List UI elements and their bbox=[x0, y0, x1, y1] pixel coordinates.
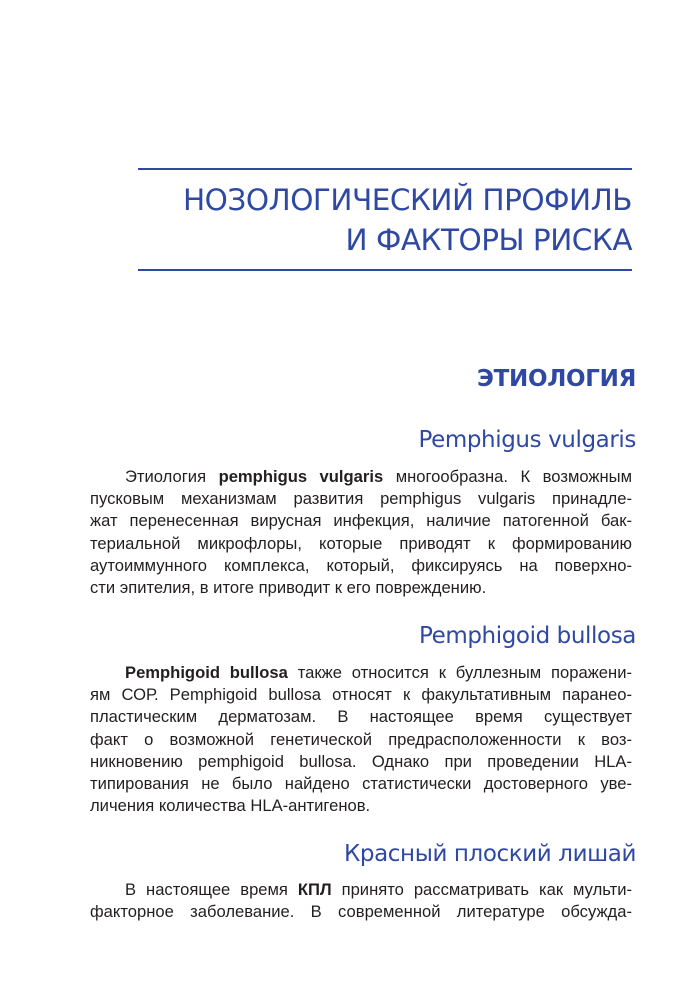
text-run: Этиология bbox=[125, 467, 219, 486]
paragraph-line: аутоиммунного комплекса, который, фиксируясь на поверхно- bbox=[90, 555, 632, 575]
chapter-title bbox=[138, 180, 632, 260]
bold-term: КПЛ bbox=[297, 880, 332, 899]
paragraph-line: пусковым механизмам развития pemphigus vulgaris принадле- bbox=[90, 489, 632, 509]
paragraph-line bbox=[90, 662, 632, 684]
bold-term: pemphigus vulgaris bbox=[218, 467, 384, 486]
chapter-bottom-rule bbox=[138, 269, 632, 271]
paragraph-line: сти эпителия, в итоге приводит к его повреждению. bbox=[90, 578, 487, 598]
paragraph-line bbox=[90, 466, 632, 488]
pemphigus-paragraph bbox=[90, 466, 632, 599]
kpl-heading: Красный плоский лишай bbox=[343, 841, 636, 867]
chapter-title-line-1: НОЗОЛОГИЧЕСКИЙ ПРОФИЛЬ bbox=[183, 183, 632, 217]
paragraph-line: жат перенесенная вирусная инфекция, наличие патогенной бак- bbox=[90, 511, 632, 531]
chapter-title-line-2: И ФАКТОРЫ РИСКА bbox=[345, 223, 632, 257]
paragraph-line: териальной микрофлоры, которые приводят к формированию bbox=[90, 533, 632, 553]
paragraph-line: никновению pemphigoid bullosa. Однако при проведении HLA- bbox=[90, 751, 632, 771]
section-title: ЭТИОЛОГИЯ bbox=[477, 366, 636, 392]
pemphigus-heading: Pemphigus vulgaris bbox=[418, 427, 636, 453]
paragraph-line: пластическим дерматозам. В настоящее время существует bbox=[90, 707, 632, 727]
text-run: также относится к буллезным поражени- bbox=[287, 663, 632, 682]
chapter-top-rule bbox=[138, 168, 632, 170]
chapter-header bbox=[138, 168, 632, 271]
pemphigoid-heading: Pemphigoid bullosa bbox=[418, 623, 636, 649]
bold-term: Pemphigoid bullosa bbox=[125, 663, 288, 682]
pemphigoid-paragraph bbox=[90, 662, 632, 817]
paragraph-line: факторное заболевание. В современной литературе обсужда- bbox=[90, 902, 632, 922]
text-run: принято рассматривать как мульти- bbox=[331, 880, 632, 899]
paragraph-line bbox=[90, 879, 632, 901]
kpl-paragraph bbox=[90, 879, 632, 923]
paragraph-line: ям СОР. Pemphigoid bullosa относят к факультативным паранео- bbox=[90, 685, 632, 705]
text-run: многообразна. К возможным bbox=[383, 467, 632, 486]
paragraph-line: типирования не было найдено статистически достоверного уве- bbox=[90, 774, 632, 794]
paragraph-line: личения количества HLA-антигенов. bbox=[90, 796, 371, 816]
text-run: В настоящее время bbox=[125, 880, 298, 899]
paragraph-line: факт о возможной генетической предрасположенности к воз- bbox=[90, 729, 632, 749]
